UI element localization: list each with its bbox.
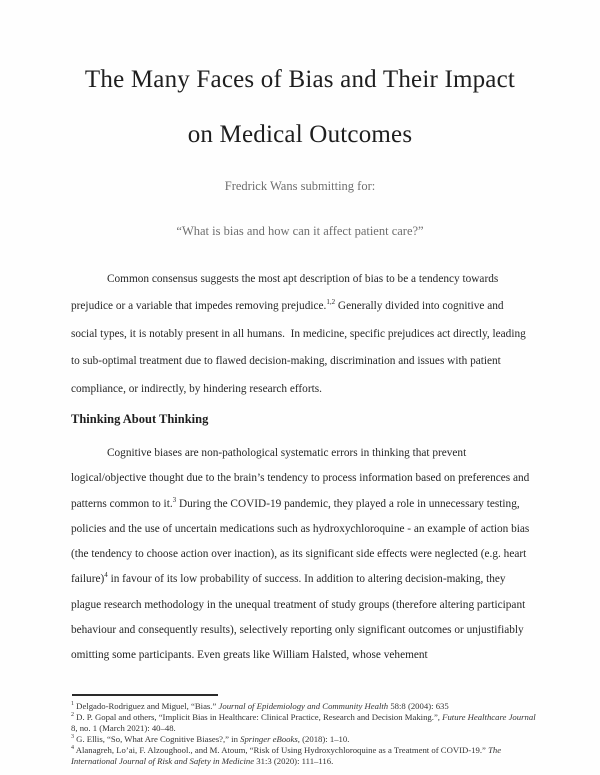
paragraph-cognitive-biases [71, 441, 531, 669]
footnote-number: 3 [71, 734, 74, 741]
paragraph-text: During the COVID-19 pandemic, they played a role in unnecessary testing, policies and the use of uncertain medications such as hydroxychloroquine - an example of action bias (the tendency to choose action over inaction), as its significant side effects were neglected (e.g. heart failure) [71, 497, 533, 586]
footnote-text: 31:3 (2020): 111–116. [254, 756, 334, 766]
footnote-text: 8, no. 1 (March 2021): 40–48. [71, 712, 538, 733]
footnote-3 [71, 734, 537, 745]
footnote-separator [72, 694, 218, 696]
footnote-number: 1 [71, 701, 74, 708]
footnote-text: , (2018): 1–10. [297, 734, 350, 744]
footnotes-section [71, 701, 537, 767]
footnote-text: 58:8 (2004): 635 [388, 701, 449, 711]
footnote-text: Delgado-Rodriguez and Miguel, “Bias.” [74, 701, 219, 711]
document-title [0, 52, 600, 162]
footnote-4 [71, 745, 537, 767]
footnote-1 [71, 701, 537, 712]
title-line-2: on Medical Outcomes [187, 121, 413, 148]
footnote-reference-4: 4 [104, 571, 108, 580]
paragraph-text: in favour of its low probability of success. In addition to altering decision-making, they plague research methodology in the unequal treatment of study groups (therefore altering participant behaviour and consequently results), selectively reporting only significant outcomes or unjustifiably omitting some participants. Even greats like William Halsted, whose vehement [71, 573, 529, 662]
footnote-reference-3: 3 [172, 495, 177, 504]
paragraph-introduction [71, 266, 531, 403]
footnote-reference-1-2: 1,2 [326, 298, 336, 307]
footnote-journal-title: Journal of Epidemiology and Community Health [218, 701, 389, 711]
footnote-number: 4 [71, 745, 74, 752]
footnote-number: 2 [71, 712, 74, 719]
footnote-text: G. Ellis, “So, What Are Cognitive Biases?,” in [74, 734, 241, 744]
author-submission-line: Fredrick Wans submitting for: [224, 179, 376, 193]
footnote-journal-title: Future Healthcare Journal [442, 712, 536, 722]
footnote-2 [71, 712, 537, 734]
footnote-journal-title: The International Journal of Risk and Safety in Medicine [71, 745, 504, 766]
title-line-1: The Many Faces of Bias and Their Impact [84, 66, 516, 93]
essay-prompt-quote: “What is bias and how can it affect patient care?” [176, 224, 424, 238]
section-heading-thinking-about-thinking: Thinking About Thinking [71, 412, 209, 426]
footnote-journal-title: Springer eBooks [240, 734, 298, 744]
paragraph-text: Cognitive biases are non-pathological systematic errors in thinking that prevent logical/objective thought due to the brain’s tendency to process information based on preferences and patterns common to it. [71, 447, 533, 510]
paragraph-text: Common consensus suggests the most apt description of bias to be a tendency towards prejudice or a variable that impedes removing prejudice. [71, 273, 502, 313]
footnote-text: Alanagreh, Lo’ai, F. Alzoughool., and M. Atoum, “Risk of Using Hydroxychloroquine as a Treatment of COVID-19.” [74, 745, 489, 755]
paragraph-text: Generally divided into cognitive and social types, it is notably present in all humans. In medicine, specific prejudices act directly, leading to sub-optimal treatment due to flawed decision-making, discrimination and issues with patient compliance, or indirectly, by hindering research efforts. [71, 300, 529, 395]
footnote-text: D. P. Gopal and others, “Implicit Bias in Healthcare: Clinical Practice, Research and Decision Making.”, [74, 712, 443, 722]
